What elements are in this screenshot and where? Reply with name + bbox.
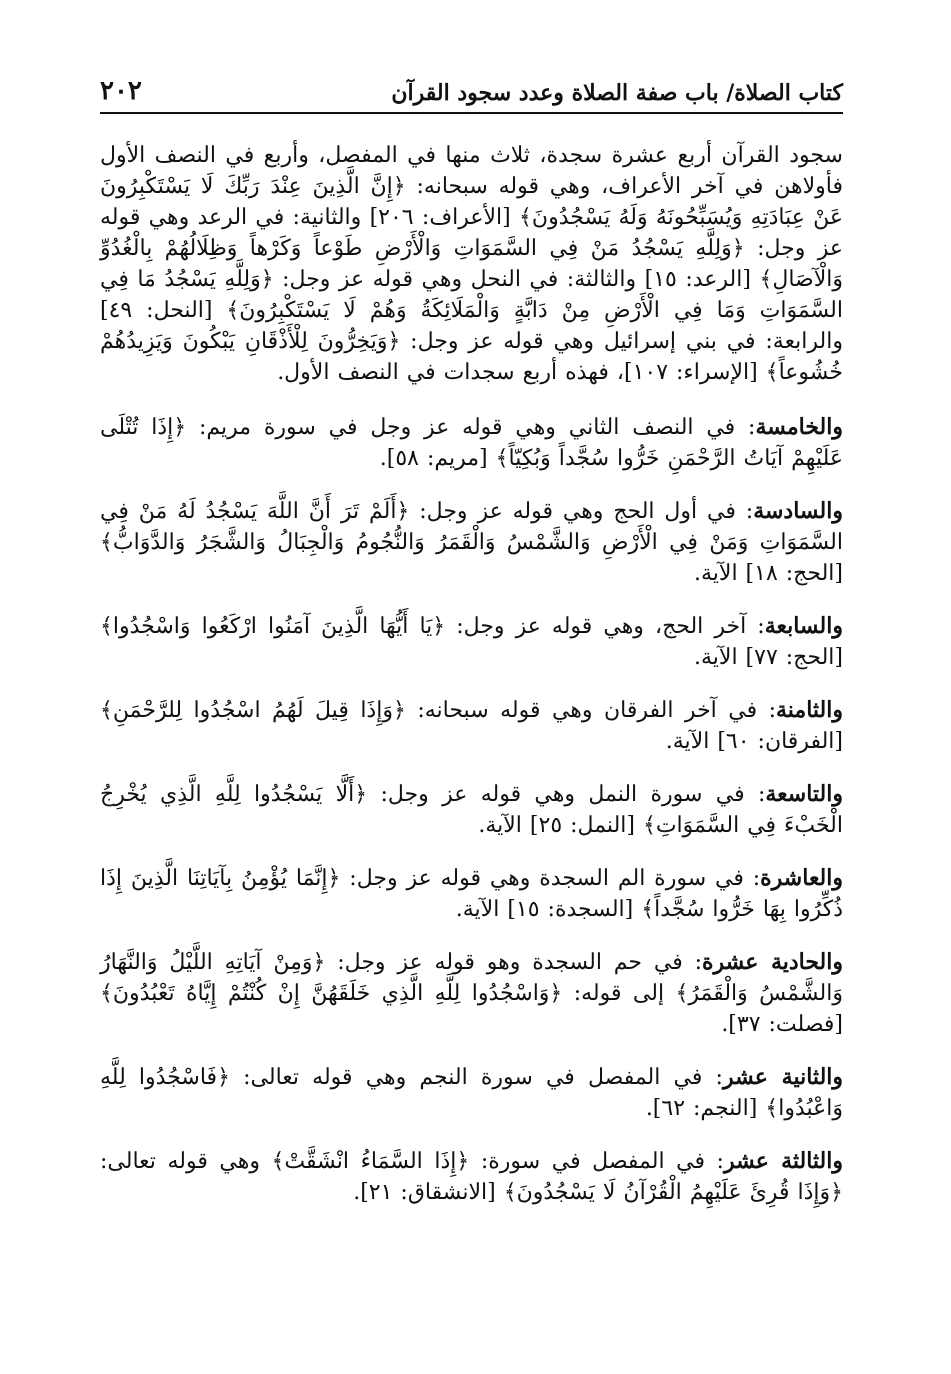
paragraph-ninth xyxy=(100,779,843,841)
page-number: ٢٠٢ xyxy=(100,76,142,106)
paragraph-fifth xyxy=(100,412,843,474)
paragraph-text: : آخر الحج، وهي قوله عز وجل: ﴿يَا أَيُّهَا الَّذِينَ آمَنُوا ارْكَعُوا وَاسْجُدُوا﴾ [الحج: ٧٧] الآية. xyxy=(100,614,843,670)
paragraph-lead: والثامنة xyxy=(776,697,843,723)
paragraph-lead: والسابعة xyxy=(764,613,843,639)
paragraph-tenth xyxy=(100,863,843,925)
paragraph-thirteenth xyxy=(100,1146,843,1208)
paragraph-text: : في النصف الثاني وهي قوله عز وجل في سورة مريم: ﴿إِذَا تُتْلَى عَلَيْهِمْ آيَاتُ الرَّحْمَنِ خَرُّوا سُجَّداً وَبُكِيّاً﴾ [مريم: ٥٨]. xyxy=(100,415,843,471)
body-text xyxy=(100,140,843,1208)
paragraph-intro xyxy=(100,140,843,388)
running-title: كتاب الصلاة/ باب صفة الصلاة وعدد سجود القرآن xyxy=(391,80,843,106)
paragraph-lead: والسادسة xyxy=(753,498,843,524)
paragraph-text: : في المفصل في سورة النجم وهي قوله تعالى: ﴿فَاسْجُدُوا لِلَّهِ وَاعْبُدُوا﴾ [النجم: ٦٢]. xyxy=(100,1065,843,1121)
paragraph-text: : في آخر الفرقان وهي قوله سبحانه: ﴿وَإِذَا قِيلَ لَهُمُ اسْجُدُوا لِلرَّحْمَنِ﴾ [الفرقان: ٦٠] الآية. xyxy=(100,698,843,754)
page-header xyxy=(100,72,843,114)
paragraph-lead: والثالثة عشر xyxy=(723,1148,843,1174)
paragraph-lead: والعاشرة xyxy=(760,865,843,891)
paragraph-text: : في المفصل في سورة: ﴿إِذَا السَّمَاءُ انْشَقَّتْ﴾ وهي قوله تعالى: ﴿وَإِذَا قُرِئَ عَلَيْهِمُ الْقُرْآنُ لَا يَسْجُدُونَ﴾ [الانشقاق: ٢١]. xyxy=(100,1149,843,1205)
paragraph-lead: والتاسعة xyxy=(765,781,843,807)
paragraph-text: : في سورة الم السجدة وهي قوله عز وجل: ﴿إِنَّمَا يُؤْمِنُ بِآيَاتِنَا الَّذِينَ إِذَا ذُكِّرُوا بِهَا خَرُّوا سُجَّداً﴾ [السجدة: ١٥] الآية. xyxy=(100,866,843,922)
paragraph-eighth xyxy=(100,695,843,757)
paragraph-lead: والخامسة xyxy=(755,414,843,440)
paragraph-text: : في سورة النمل وهي قوله عز وجل: ﴿أَلَّا يَسْجُدُوا لِلَّهِ الَّذِي يُخْرِجُ الْخَبْءَ فِي السَّمَوَاتِ﴾ [النمل: ٢٥] الآية. xyxy=(100,782,843,838)
paragraph-sixth xyxy=(100,496,843,589)
paragraph-eleventh xyxy=(100,947,843,1040)
paragraph-lead: والحادية عشرة xyxy=(702,949,843,975)
paragraph-twelfth xyxy=(100,1062,843,1124)
paragraph-text: : في أول الحج وهي قوله عز وجل: ﴿أَلَمْ تَرَ أَنَّ اللَّهَ يَسْجُدُ لَهُ مَنْ فِي السَّمَوَاتِ وَمَنْ فِي الْأَرْضِ وَالشَّمْسُ وَالْقَمَرُ وَالنُّجُومُ وَالْجِبَالُ وَالشَّجَرُ وَالدَّوَابُّ﴾ [الحج: ١٨] الآية. xyxy=(100,499,843,586)
paragraph-text: : في حم السجدة وهو قوله عز وجل: ﴿وَمِنْ آيَاتِهِ اللَّيْلُ وَالنَّهَارُ وَالشَّمْسُ وَالْقَمَرُ﴾ إلى قوله: ﴿وَاسْجُدُوا لِلَّهِ الَّذِي خَلَقَهُنَّ إِنْ كُنْتُمْ إِيَّاهُ تَعْبُدُونَ﴾ [فصلت: ٣٧]. xyxy=(100,950,843,1037)
paragraph-seventh xyxy=(100,611,843,673)
paragraph-lead: والثانية عشر xyxy=(722,1064,844,1090)
paragraph-text: سجود القرآن أربع عشرة سجدة، ثلاث منها في المفصل، وأربع في النصف الأول فأولاهن في آخر الأعراف، وهي قوله سبحانه: ﴿إِنَّ الَّذِينَ عِنْدَ رَبِّكَ لَا يَسْتَكْبِرُونَ عَنْ عِبَادَتِهِ وَيُسَبِّحُونَهُ وَلَهُ يَسْجُدُونَ﴾ [الأعراف: ٢٠٦] والثانية: في الرعد وهي قوله عز وجل: ﴿وَلِلَّهِ يَسْجُدُ مَنْ فِي السَّمَوَاتِ وَالْأَرْضِ طَوْعاً وَكَرْهاً وَظِلَالُهُمْ بِالْغُدُوِّ وَالْآصَالِ﴾ [الرعد: ١٥] والثالثة: في النحل وهي قوله عز وجل: ﴿وَلِلَّهِ يَسْجُدُ مَا فِي السَّمَوَاتِ وَمَا فِي الْأَرْضِ مِنْ دَابَّةٍ وَالْمَلَائِكَةُ وَهُمْ لَا يَسْتَكْبِرُونَ﴾ [النحل: ٤٩] والرابعة: في بني إسرائيل وهي قوله عز وجل: ﴿وَيَخِرُّونَ لِلْأَذْقَانِ يَبْكُونَ وَيَزِيدُهُمْ خُشُوعاً﴾ [الإسراء: ١٠٧]، فهذه أربع سجدات في النصف الأول. xyxy=(100,143,843,385)
